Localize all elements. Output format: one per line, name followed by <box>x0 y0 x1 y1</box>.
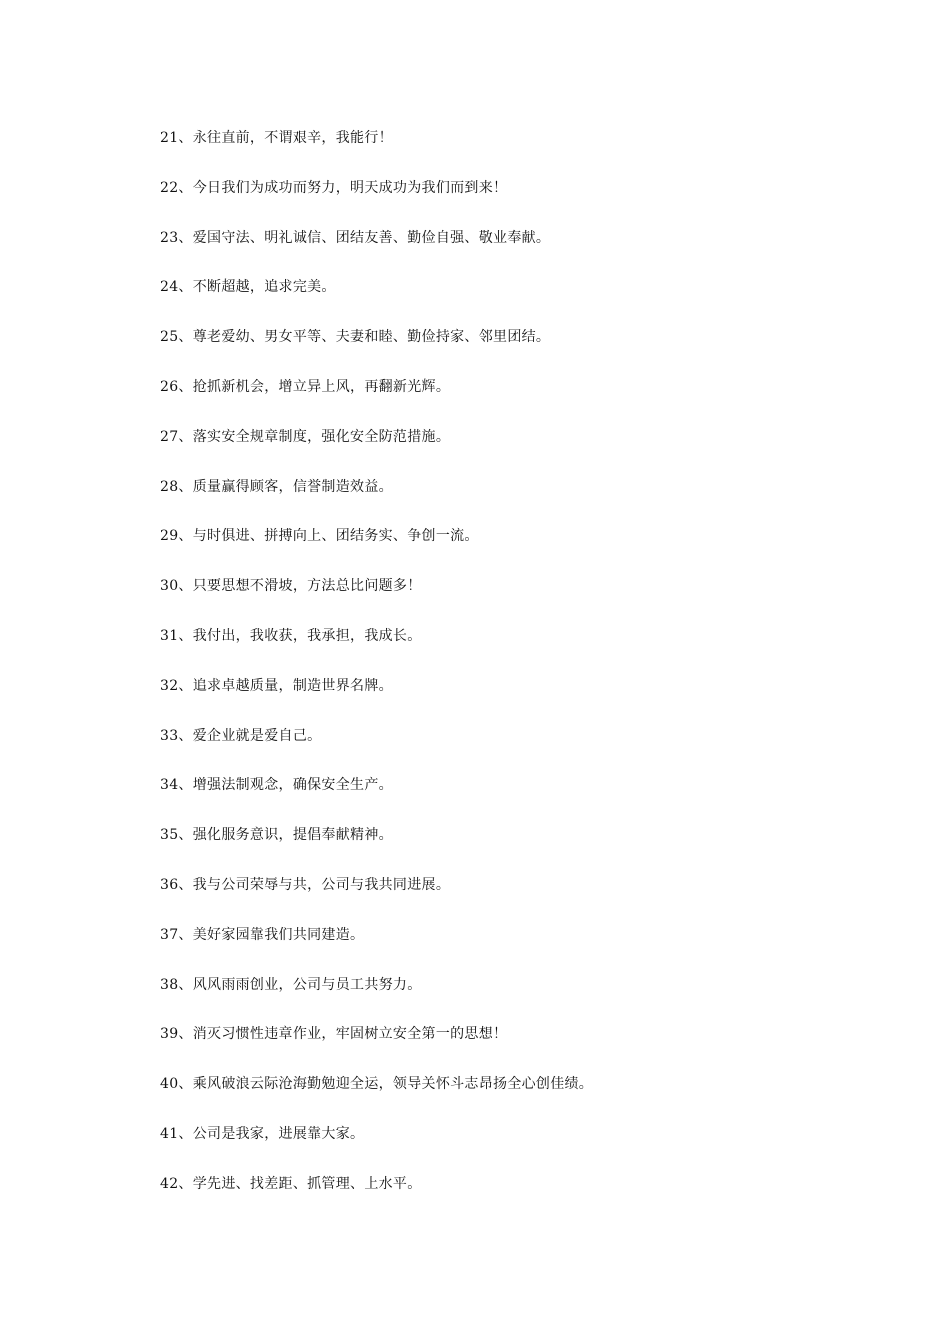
list-item: 33、爱企业就是爱自己。 <box>160 727 322 744</box>
list-item: 21、永往直前，不谓艰辛，我能行！ <box>160 130 393 146</box>
list-item: 41、公司是我家，进展靠大家。 <box>160 1125 365 1142</box>
list-item: 26、抢抓新机会，增立异上风，再翻新光辉。 <box>160 378 451 395</box>
slogan-list <box>160 125 920 1221</box>
list-item: 37、美好家园靠我们共同建造。 <box>160 926 365 943</box>
list-item: 24、不断超越，追求完美。 <box>160 279 336 296</box>
list-item: 39、消灭习惯性违章作业，牢固树立安全第一的思想！ <box>160 1026 508 1043</box>
list-item: 25、尊老爱幼、男女平等、夫妻和睦、勤俭持家、邻里团结。 <box>160 329 551 346</box>
list-item: 28、质量赢得顾客，信誉制造效益。 <box>160 478 393 495</box>
list-item: 29、与时俱进、拼搏向上、团结务实、争创一流。 <box>160 528 479 545</box>
list-item: 38、风风雨雨创业，公司与员工共努力。 <box>160 976 422 993</box>
list-item: 40、乘风破浪云际沧海勤勉迎全运，领导关怀斗志昂扬全心创佳绩。 <box>160 1076 594 1093</box>
list-item: 32、追求卓越质量，制造世界名牌。 <box>160 677 393 694</box>
list-item: 35、强化服务意识，提倡奉献精神。 <box>160 827 393 844</box>
list-item: 36、我与公司荣辱与共，公司与我共同进展。 <box>160 876 451 893</box>
list-item: 27、落实安全规章制度，强化安全防范措施。 <box>160 428 451 445</box>
list-item: 42、学先进、找差距、抓管理、上水平。 <box>160 1175 422 1192</box>
list-item: 22、今日我们为成功而努力，明天成功为我们而到来！ <box>160 179 508 196</box>
list-item: 30、只要思想不滑坡，方法总比问题多！ <box>160 578 422 595</box>
list-item: 23、爱国守法、明礼诚信、团结友善、勤俭自强、敬业奉献。 <box>160 229 551 246</box>
list-item: 31、我付出，我收获，我承担，我成长。 <box>160 627 422 644</box>
list-item: 34、增强法制观念，确保安全生产。 <box>160 777 393 794</box>
